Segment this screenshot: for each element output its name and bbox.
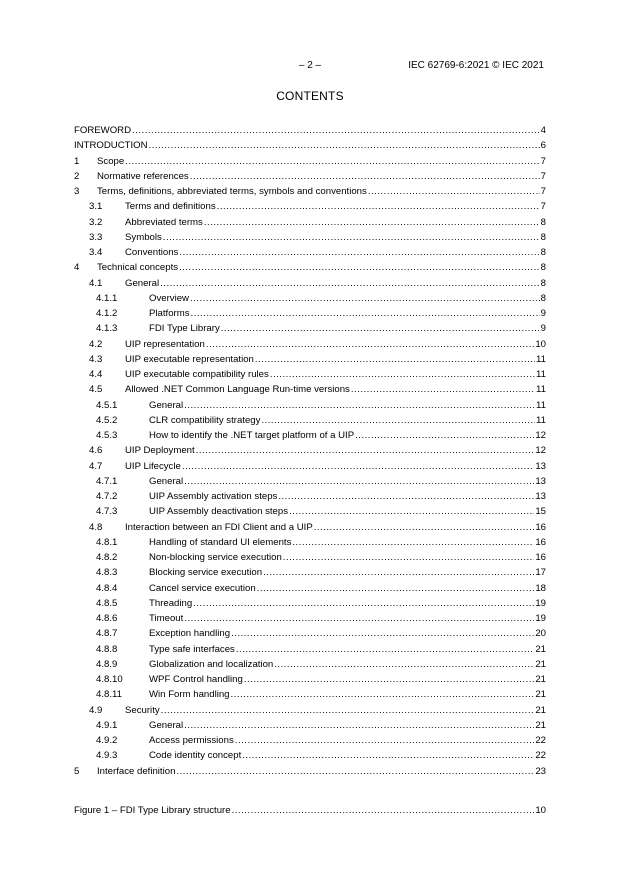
toc-section-number: 1 <box>74 155 80 167</box>
toc-entry[interactable] <box>74 581 546 596</box>
dot-leader <box>132 123 540 138</box>
dot-leader <box>255 352 535 367</box>
toc-page-number: 8 <box>540 260 546 275</box>
page-number: – 2 – <box>298 60 322 71</box>
toc-section-number: 4.8.6 <box>96 613 118 624</box>
toc-page-number: 23 <box>534 764 546 779</box>
toc-page-number: 19 <box>534 596 546 611</box>
toc-entry-title: Exception handling <box>149 626 231 641</box>
toc-entry-title: General <box>149 398 184 413</box>
toc-section-number: 4.7.2 <box>96 491 118 502</box>
toc-section-number: 3.2 <box>89 216 103 228</box>
dot-leader <box>190 169 540 184</box>
toc-entry-title: Interface definition <box>97 764 176 779</box>
dot-leader <box>221 321 540 336</box>
dot-leader <box>191 306 540 321</box>
toc-entry[interactable] <box>74 306 546 321</box>
dot-leader <box>231 687 535 702</box>
toc-entry-title: UIP executable representation <box>125 352 255 367</box>
figure-entry[interactable] <box>74 803 546 818</box>
toc-page-number: 22 <box>534 748 546 763</box>
toc-page-number: 7 <box>540 169 546 184</box>
standard-reference: IEC 62769-6:2021 © IEC 2021 <box>408 60 544 71</box>
toc-page-number: 15 <box>534 504 546 519</box>
toc-entry-title: General <box>149 474 184 489</box>
toc-page-number: 16 <box>534 550 546 565</box>
toc-section-number: 4.6 <box>89 445 103 457</box>
toc-section-number: 4.8.7 <box>96 628 118 640</box>
toc-entry-title: Type safe interfaces <box>149 642 236 657</box>
toc-entry[interactable] <box>74 520 546 535</box>
toc-entry[interactable] <box>74 291 546 306</box>
toc-entry-title: UIP Assembly activation steps <box>149 489 278 504</box>
dot-leader <box>235 733 535 748</box>
dot-leader <box>263 565 534 580</box>
toc-page-number: 9 <box>540 306 546 321</box>
dot-leader <box>161 703 535 718</box>
toc-entry-title: Conventions <box>125 245 179 260</box>
dot-leader <box>184 611 534 626</box>
toc-entry-title: Timeout <box>149 611 184 626</box>
toc-section-number: 4.8.8 <box>96 643 118 655</box>
toc-entry[interactable] <box>74 123 546 138</box>
toc-entry[interactable] <box>74 184 546 199</box>
toc-entry-title: Cancel service execution <box>149 581 257 596</box>
toc-page-number: 9 <box>540 321 546 336</box>
toc-section-number: 3.4 <box>89 247 103 258</box>
toc-page-number: 13 <box>534 489 546 504</box>
toc-section-number: 3.3 <box>89 231 103 243</box>
toc-entry-title: WPF Control handling <box>149 672 244 687</box>
toc-page-number: 16 <box>534 520 546 535</box>
toc-entry-title: Technical concepts <box>97 260 179 275</box>
toc-entry-title: How to identify the .NET target platform of a UIP <box>149 428 355 443</box>
toc-entry-title: General <box>149 718 184 733</box>
toc-entry[interactable] <box>74 337 546 352</box>
dot-leader <box>355 428 534 443</box>
toc-section-number: 4.9.1 <box>96 719 118 731</box>
toc-page-number: 21 <box>534 687 546 702</box>
toc-entry[interactable] <box>74 321 546 336</box>
toc-section-number: 5 <box>74 765 80 777</box>
toc-entry[interactable] <box>74 215 546 230</box>
toc-page-number: 11 <box>535 413 546 428</box>
toc-entry-title: UIP Assembly deactivation steps <box>149 504 289 519</box>
toc-section-number: 4.1.1 <box>96 292 118 304</box>
dot-leader <box>206 337 535 352</box>
dot-leader <box>196 443 535 458</box>
dot-leader <box>278 489 534 504</box>
toc-page-number: 21 <box>534 672 546 687</box>
toc-section-number: 4.3 <box>89 353 103 365</box>
toc-entry[interactable] <box>74 459 546 474</box>
toc-page-number: 4 <box>540 123 546 138</box>
toc-entry[interactable] <box>74 260 546 275</box>
toc-entry[interactable] <box>74 138 546 153</box>
dot-leader <box>179 260 540 275</box>
dot-leader <box>182 459 535 474</box>
toc-page-number: 17 <box>534 565 546 580</box>
toc-page-number: 21 <box>534 703 546 718</box>
toc-entry[interactable] <box>74 169 546 184</box>
toc-entry[interactable] <box>74 626 546 641</box>
dot-leader <box>314 520 535 535</box>
toc-page-number: 13 <box>534 459 546 474</box>
dot-leader <box>232 803 535 818</box>
toc-section-number: 4.2 <box>89 338 103 350</box>
toc-entry[interactable] <box>74 413 546 428</box>
toc-entry[interactable] <box>74 764 546 779</box>
toc-section-number: 4.5.2 <box>96 414 118 426</box>
toc-page-number: 10 <box>534 337 546 352</box>
toc-entry-title: CLR compatibility strategy <box>149 413 261 428</box>
toc-page-number: 6 <box>540 138 546 153</box>
toc-entry[interactable] <box>74 657 546 672</box>
toc-entry[interactable] <box>74 535 546 550</box>
toc-entry[interactable] <box>74 245 546 260</box>
toc-entry-title: UIP Deployment <box>125 443 196 458</box>
toc-page-number: 12 <box>534 428 546 443</box>
toc-page-number: 11 <box>535 382 546 397</box>
toc-page-number: 11 <box>535 367 546 382</box>
toc-section-number: 4.8.2 <box>96 552 118 563</box>
toc-entry-title: Overview <box>149 291 190 306</box>
dot-leader <box>125 154 539 169</box>
toc-entry[interactable] <box>74 352 546 367</box>
toc-section-number: 4.1 <box>89 277 103 289</box>
toc-entry[interactable] <box>74 672 546 687</box>
toc-section-number: 4.9.2 <box>96 735 118 746</box>
dot-leader <box>217 199 540 214</box>
dot-leader <box>179 245 539 260</box>
toc-entry[interactable] <box>74 428 546 443</box>
toc-entry-title: INTRODUCTION <box>74 138 149 153</box>
toc-entry[interactable] <box>74 596 546 611</box>
toc-entry-title: FOREWORD <box>74 123 132 138</box>
toc-section-number: 4.8.4 <box>96 582 118 594</box>
toc-entry-title: FDI Type Library <box>149 321 221 336</box>
toc-page-number: 11 <box>535 352 546 367</box>
toc-section-number: 2 <box>74 170 80 182</box>
toc-entry[interactable] <box>74 489 546 504</box>
toc-entry-title: Platforms <box>149 306 191 321</box>
toc-entry-title: UIP executable compatibility rules <box>125 367 270 382</box>
toc-entry[interactable] <box>74 230 546 245</box>
toc-section-number: 4.8 <box>89 521 103 533</box>
toc-page-number: 8 <box>540 291 546 306</box>
dot-leader <box>176 764 534 779</box>
toc-page-number: 16 <box>534 535 546 550</box>
figure-page-number: 10 <box>534 803 546 818</box>
toc-entry[interactable] <box>74 443 546 458</box>
toc-entry[interactable] <box>74 199 546 214</box>
toc-page-number: 8 <box>540 276 546 291</box>
dot-leader <box>351 382 535 397</box>
toc-page-number: 7 <box>540 199 546 214</box>
toc-page-number: 22 <box>534 733 546 748</box>
toc-page-number: 13 <box>534 474 546 489</box>
toc-entry[interactable] <box>74 276 546 291</box>
dot-leader <box>160 276 540 291</box>
table-of-contents <box>74 123 546 779</box>
toc-section-number: 4.5 <box>89 384 103 396</box>
toc-entry[interactable] <box>74 398 546 413</box>
toc-entry[interactable] <box>74 154 546 169</box>
toc-section-number: 4.9.3 <box>96 750 118 762</box>
toc-entry-title: Allowed .NET Common Language Run-time versions <box>125 382 351 397</box>
dot-leader <box>204 215 540 230</box>
toc-section-number: 4.7 <box>89 460 103 472</box>
toc-entry-title: UIP Lifecycle <box>125 459 182 474</box>
toc-page-number: 21 <box>534 657 546 672</box>
dot-leader <box>292 535 534 550</box>
toc-page-number: 18 <box>534 581 546 596</box>
dot-leader <box>270 367 535 382</box>
toc-entry-title: Code identity concept <box>149 748 242 763</box>
toc-section-number: 4.5.1 <box>96 399 118 411</box>
toc-page-number: 21 <box>534 718 546 733</box>
toc-entry-title: Interaction between an FDI Client and a UIP <box>125 520 314 535</box>
toc-section-number: 4.7.3 <box>96 506 118 518</box>
toc-section-number: 4.9 <box>89 704 103 716</box>
toc-entry-title: Scope <box>97 154 125 169</box>
toc-entry[interactable] <box>74 718 546 733</box>
toc-page-number: 11 <box>535 398 546 413</box>
toc-page-number: 7 <box>540 184 546 199</box>
dot-leader <box>274 657 534 672</box>
dot-leader <box>289 504 534 519</box>
toc-entry-title: Abbreviated terms <box>125 215 204 230</box>
dot-leader <box>244 672 534 687</box>
toc-section-number: 3 <box>74 186 80 197</box>
toc-section-number: 4.1.2 <box>96 308 118 319</box>
toc-entry[interactable] <box>74 642 546 657</box>
toc-section-number: 4.8.1 <box>96 536 118 548</box>
toc-section-number: 4.8.11 <box>96 689 122 701</box>
toc-entry-title: Terms and definitions <box>125 199 217 214</box>
toc-page-number: 8 <box>540 245 546 260</box>
toc-entry[interactable] <box>74 474 546 489</box>
toc-section-number: 4.1.3 <box>96 323 118 335</box>
toc-section-number: 4.8.5 <box>96 597 118 609</box>
figure-entry-title: Figure 1 – FDI Type Library structure <box>74 803 232 818</box>
dot-leader <box>190 291 540 306</box>
dot-leader <box>257 581 535 596</box>
toc-entry[interactable] <box>74 367 546 382</box>
toc-section-number: 4.8.9 <box>96 658 118 670</box>
toc-entry[interactable] <box>74 748 546 763</box>
toc-section-number: 4.8.3 <box>96 567 118 579</box>
dot-leader <box>283 550 535 565</box>
dot-leader <box>163 230 540 245</box>
toc-section-number: 4 <box>74 262 80 274</box>
dot-leader <box>193 596 534 611</box>
dot-leader <box>231 626 534 641</box>
dot-leader <box>261 413 535 428</box>
contents-title: CONTENTS <box>276 89 344 103</box>
toc-entry-title: Blocking service execution <box>149 565 263 580</box>
toc-section-number: 3.1 <box>89 201 103 213</box>
toc-section-number: 4.5.3 <box>96 430 118 441</box>
toc-entry-title: Win Form handling <box>149 687 231 702</box>
toc-entry[interactable] <box>74 733 546 748</box>
dot-leader <box>242 748 534 763</box>
toc-entry-title: Non-blocking service execution <box>149 550 283 565</box>
toc-page-number: 12 <box>534 443 546 458</box>
toc-entry-title: Terms, definitions, abbreviated terms, symbols and conventions <box>97 184 368 199</box>
toc-page-number: 8 <box>540 230 546 245</box>
toc-section-number: 4.4 <box>89 369 103 380</box>
toc-entry[interactable] <box>74 382 546 397</box>
toc-entry[interactable] <box>74 550 546 565</box>
toc-entry-title: Symbols <box>125 230 163 245</box>
toc-section-number: 4.8.10 <box>96 674 123 685</box>
toc-entry-title: Threading <box>149 596 193 611</box>
toc-entry[interactable] <box>74 565 546 580</box>
dot-leader <box>184 474 534 489</box>
toc-page-number: 21 <box>534 642 546 657</box>
toc-entry-title: Globalization and localization <box>149 657 274 672</box>
toc-entry-title: Handling of standard UI elements <box>149 535 292 550</box>
toc-entry-title: Security <box>125 703 161 718</box>
toc-entry[interactable] <box>74 687 546 702</box>
toc-page-number: 20 <box>534 626 546 641</box>
dot-leader <box>184 718 534 733</box>
toc-entry[interactable] <box>74 703 546 718</box>
list-of-figures <box>74 803 546 818</box>
toc-entry-title: Access permissions <box>149 733 235 748</box>
toc-page-number: 7 <box>540 154 546 169</box>
dot-leader <box>184 398 535 413</box>
dot-leader <box>368 184 540 199</box>
toc-entry[interactable] <box>74 611 546 626</box>
dot-leader <box>149 138 540 153</box>
toc-entry[interactable] <box>74 504 546 519</box>
dot-leader <box>236 642 534 657</box>
toc-page-number: 8 <box>540 215 546 230</box>
toc-entry-title: UIP representation <box>125 337 206 352</box>
toc-section-number: 4.7.1 <box>96 475 118 487</box>
toc-entry-title: Normative references <box>97 169 190 184</box>
toc-page-number: 19 <box>534 611 546 626</box>
toc-entry-title: General <box>125 276 160 291</box>
